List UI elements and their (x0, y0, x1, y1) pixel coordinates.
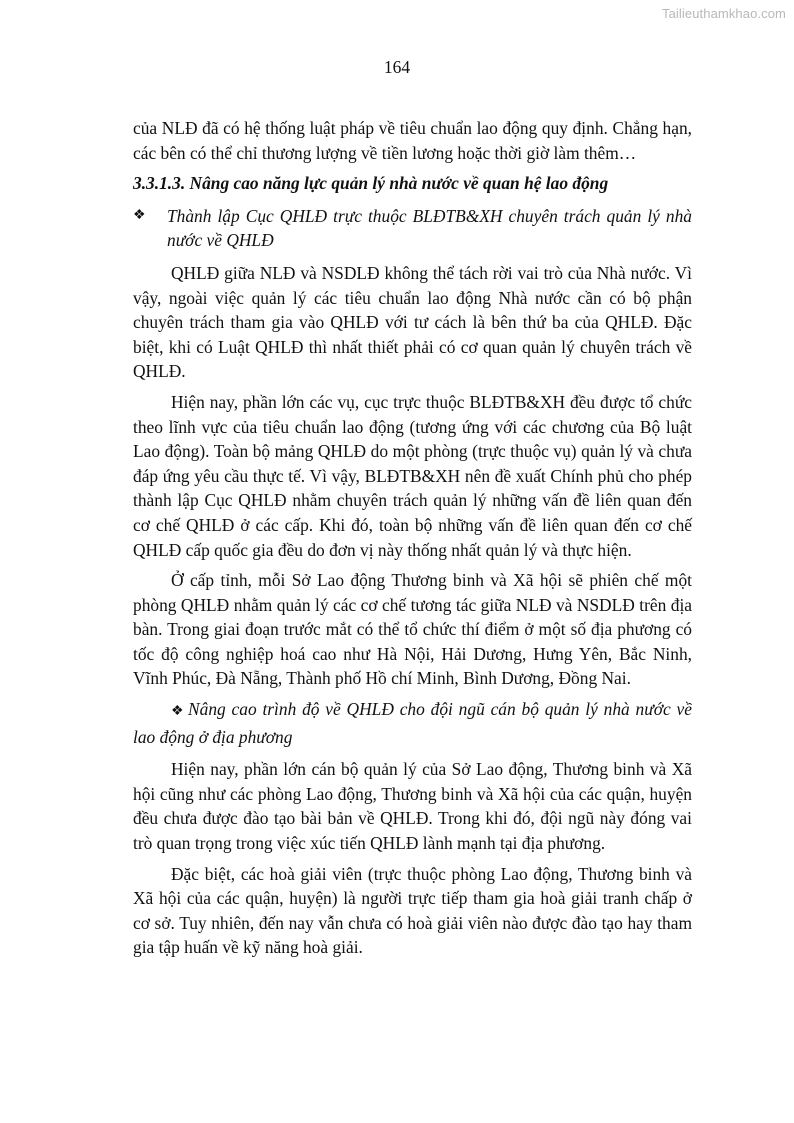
section-heading: 3.3.1.3. Nâng cao năng lực quản lý nhà nước về quan hệ lao động (133, 173, 609, 194)
paragraph-continuation: của NLĐ đã có hệ thống luật pháp về tiêu chuẩn lao động quy định. Chẳng hạn, các bên có thể chỉ thương lượng về tiền lương hoặc thời giờ làm thêm… (133, 118, 692, 163)
paragraph: QHLĐ giữa NLĐ và NSDLĐ không thể tách rời vai trò của Nhà nước. Vì vậy, ngoài việc quản lý các tiêu chuẩn lao động Nhà nước cần có bộ phận chuyên trách tham gia vào QHLĐ với tư cách là bên thứ ba của QHLĐ. Đặc biệt, khi có Luật QHLĐ thì nhất thiết phải có cơ quan quản lý chuyên trách về QHLĐ. (133, 262, 692, 382)
bullet-heading-2-text: Nâng cao trình độ về QHLĐ cho đội ngũ cán bộ quản lý nhà nước về lao động ở địa phương (133, 699, 692, 747)
paragraph: Đặc biệt, các hoà giải viên (trực thuộc phòng Lao động, Thương binh và Xã hội của các quận, huyện) là người trực tiếp tham gia hoà giải tranh chấp ở cơ sở. Tuy nhiên, đến nay vẫn chưa có hoà giải viên nào được đào tạo hay tham gia tập huấn về kỹ năng hoà giải. (133, 863, 692, 958)
diamond-bullet-icon: ❖ (171, 704, 186, 720)
paragraph: Hiện nay, phần lớn các vụ, cục trực thuộc BLĐTB&XH đều được tổ chức theo lĩnh vực của tiêu chuẩn lao động (tương ứng với các chương của Bộ luật Lao động). Toàn bộ mảng QHLĐ do một phòng (trực thuộc vụ) quản lý và chưa đáp ứng yêu cầu thực tế. Vì vậy, BLĐTB&XH nên đề xuất Chính phủ cho phép thành lập Cục QHLĐ nhằm chuyên trách quản lý những vấn đề liên quan đến cơ chế QHLĐ ở các cấp. Khi đó, toàn bộ những vấn đề liên quan đến cơ chế QHLĐ cấp quốc gia đều do đơn vị này thống nhất quản lý và thực hiện. (133, 391, 692, 560)
paragraph: Hiện nay, phần lớn cán bộ quản lý của Sở Lao động, Thương binh và Xã hội cũng như các phòng Lao động, Thương binh và Xã hội của các quận, huyện đều chưa được đào tạo bài bản về QHLĐ. Trong khi đó, đội ngũ này đóng vai trò quan trọng trong việc xúc tiến QHLĐ lành mạnh tại địa phương. (133, 759, 692, 854)
document-body (133, 116, 692, 966)
bullet-heading-1 (133, 204, 692, 253)
page-number: 164 (383, 57, 411, 77)
diamond-bullet-icon: ❖ (133, 207, 146, 223)
watermark: Tailieuthamkhao.com (661, 6, 786, 21)
paragraph: Ở cấp tỉnh, mỗi Sở Lao động Thương binh và Xã hội sẽ phiên chế một phòng QHLĐ nhằm quản lý các cơ chế tương tác giữa NLĐ và NSDLĐ trên địa bàn. Trong giai đoạn trước mắt có thể tổ chức thí điểm ở một số địa phương có tốc độ công nghiệp hoá cao như Hà Nội, Hải Dương, Hưng Yên, Bắc Ninh, Vĩnh Phúc, Đà Nẵng, Thành phố Hồ chí Minh, Bình Dương, Đồng Nai. (133, 570, 692, 689)
bullet-heading-1-text: Thành lập Cục QHLĐ trực thuộc BLĐTB&XH chuyên trách quản lý nhà nước về QHLĐ (167, 205, 692, 251)
bullet-heading-2 (133, 697, 692, 749)
